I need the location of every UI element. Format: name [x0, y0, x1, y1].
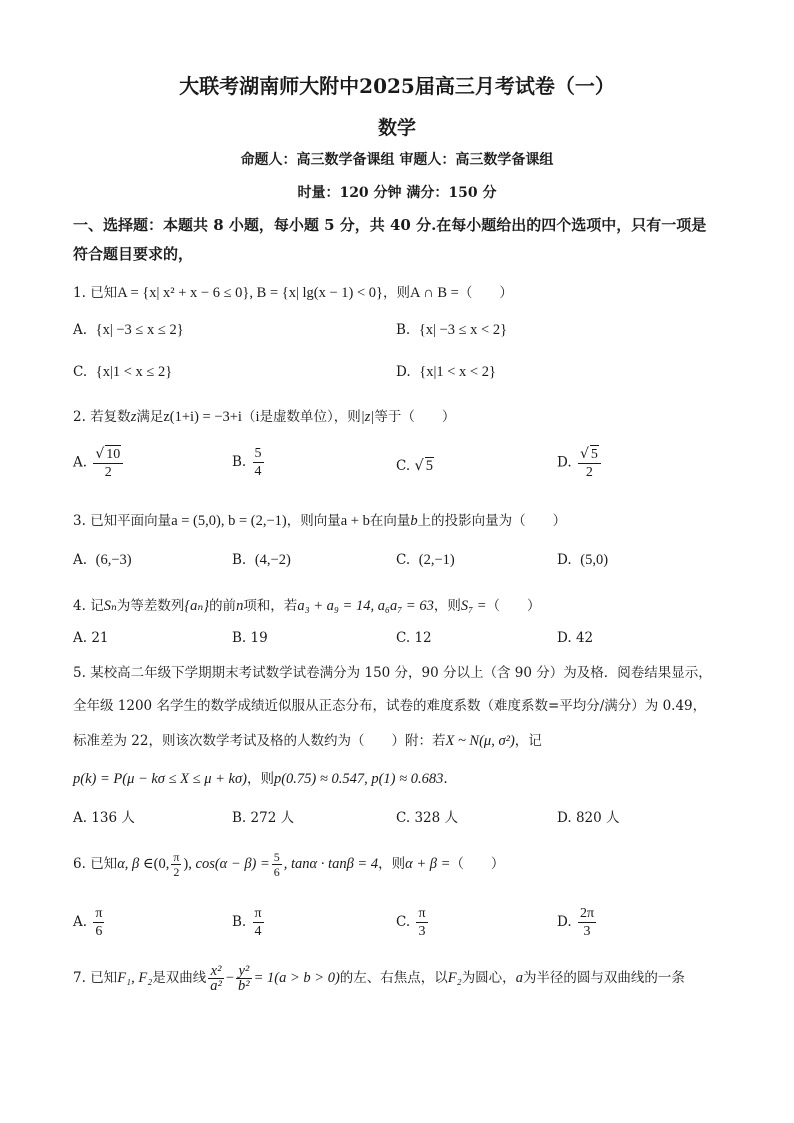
math-expr: α, β ∈ [117, 856, 154, 872]
fraction [272, 850, 282, 879]
option-label: A. [73, 454, 88, 471]
q3-option-a[interactable] [73, 552, 132, 569]
q1-option-b[interactable] [396, 322, 507, 339]
option-text: {x|1 < x < 2} [419, 364, 496, 380]
question-text: 某校高二年级下学期期末考试数学试卷满分为 150 分，90 分以上（含 90 分）为及格．阅卷结果显示， [90, 665, 712, 681]
radicand: 5 [425, 458, 433, 474]
section-heading-line2: 符合题目要求的， [73, 245, 194, 263]
option-text: 272 人 [250, 810, 295, 826]
q6-option-a[interactable] [73, 905, 106, 940]
option-label: A. [73, 552, 88, 568]
question-number: 3. [73, 513, 86, 529]
option-text: 42 [575, 630, 594, 646]
fraction [171, 850, 181, 879]
time-score-line: 时量：120 分钟 满分：150 分 [297, 185, 497, 201]
fraction [93, 905, 104, 940]
math-var: n [236, 598, 244, 614]
q6-option-b[interactable] [232, 905, 266, 940]
question-5-line4 [73, 767, 448, 788]
q2-option-b[interactable] [232, 445, 266, 480]
math-var: a [515, 970, 523, 986]
denominator: b² [238, 978, 250, 994]
question-text: 已知平面向量 [90, 513, 172, 529]
q6-option-c[interactable] [396, 905, 430, 940]
math-operator: − [225, 970, 235, 986]
math-var: b [410, 513, 418, 529]
option-label: C. [73, 364, 88, 380]
question-6 [73, 850, 504, 879]
option-text: (4,−2) [254, 552, 291, 568]
question-number: 2. [73, 409, 86, 425]
numerator: π [254, 906, 262, 921]
option-label: A. [73, 810, 88, 826]
option-text: 19 [250, 630, 268, 646]
question-text: 的前 [209, 598, 237, 614]
math-var: F₂ [447, 970, 462, 986]
option-label: C. [396, 810, 411, 826]
answer-paren: （ ） [486, 598, 541, 614]
option-label: B. [232, 630, 247, 646]
numerator: 5 [273, 850, 280, 864]
option-text: {x|1 < x ≤ 2} [95, 364, 173, 380]
math-expr: ) [183, 856, 189, 872]
math-expr: a + b [340, 513, 370, 529]
option-label: A. [73, 322, 88, 338]
q5-option-a[interactable] [73, 806, 135, 826]
math-expr: = 1(a > b > 0) [253, 970, 340, 986]
option-text: (6,−3) [95, 552, 132, 568]
numerator: 5 [254, 446, 262, 461]
question-text: 为圆心， [461, 970, 516, 986]
q5-option-d[interactable] [557, 806, 620, 826]
question-text: 为半径的圆与双曲线的一条 [522, 970, 685, 986]
denominator: 6 [273, 865, 280, 879]
fraction: $\frac{√ 10}{2}$ [93, 445, 123, 481]
denominator: 2 [104, 465, 112, 480]
math-expr: p(0.75) ≈ 0.547, p(1) ≈ 0.683 [273, 771, 444, 787]
math-equation: z(1+i) = −3+i [163, 409, 242, 425]
q3-option-d[interactable] [557, 552, 608, 569]
denominator: 4 [254, 924, 262, 939]
question-text: ，则 [433, 598, 461, 614]
q6-option-d[interactable] [557, 905, 598, 940]
q3-option-b[interactable] [232, 552, 291, 569]
denominator: 6 [95, 924, 103, 939]
denominator: 4 [254, 464, 262, 479]
q4-option-c[interactable] [396, 630, 432, 646]
answer-paren: （ ） [458, 285, 513, 301]
numerator: π [418, 906, 426, 921]
question-text: （ [241, 409, 256, 425]
question-text: 的左、右焦点，以 [339, 970, 448, 986]
math-expr: X ~ N(μ, σ²) [445, 733, 515, 749]
fraction [208, 964, 224, 993]
question-text: 上的投影向量为（ ） [417, 513, 567, 529]
question-text: 项和，若 [243, 598, 298, 614]
q2-option-a[interactable] [73, 445, 125, 481]
q5-option-b[interactable] [232, 806, 294, 826]
math-equation: a = (5,0), b = (2,−1) [171, 513, 287, 529]
numerator: π [95, 906, 103, 921]
option-label: B. [232, 810, 247, 826]
option-label: B. [232, 454, 247, 470]
option-label: D. [557, 552, 572, 568]
fraction [578, 905, 596, 940]
question-text: 满足 [136, 409, 164, 425]
option-text: (5,0) [580, 552, 609, 568]
question-3 [73, 509, 566, 530]
question-text: ，则 [246, 771, 274, 787]
question-5-line2: 全年级 1200 名学生的数学成绩近似服从正态分布，试卷的难度系数（难度系数=平均分/满分）为 0.49， [73, 698, 707, 714]
option-label: B. [232, 552, 247, 568]
fraction [253, 445, 264, 480]
question-5-line3 [73, 729, 542, 750]
fraction [416, 905, 427, 940]
question-text: ，则向量 [286, 513, 341, 529]
exam-title: 大联考湖南师大附中2025届高三月考试卷（一） [179, 74, 615, 98]
option-label: B. [232, 914, 247, 930]
q1-option-a[interactable] [73, 322, 184, 339]
option-label: A. [73, 630, 88, 646]
numerator: 2π [579, 906, 595, 921]
question-text: ，则 [378, 856, 406, 872]
radicand: 10 [106, 447, 121, 462]
q2-option-c[interactable]: C. √ 5 [396, 458, 433, 474]
option-text: 21 [91, 630, 109, 646]
numerator: π [173, 850, 180, 864]
authors-line: 命题人：高三数学备课组 审题人：高三数学备课组 [240, 152, 554, 168]
math-expr: α + β = [405, 856, 451, 872]
question-text: 在向量 [369, 513, 411, 529]
numerator: x² [208, 964, 224, 979]
option-label: C. [396, 914, 411, 930]
question-number: 1. [73, 285, 86, 301]
question-2 [73, 405, 455, 426]
option-label: D. [396, 364, 411, 380]
option-label: D. [557, 914, 572, 930]
option-text: 820 人 [575, 810, 620, 826]
q2-option-d[interactable] [557, 445, 603, 481]
math-expr: S₇ = [460, 598, 487, 614]
math-expr: , cos(α − β) = [188, 856, 270, 872]
math-expr: F₁, F₂ [117, 970, 153, 986]
q5-option-c[interactable] [396, 806, 458, 826]
q4-option-d[interactable] [557, 630, 593, 646]
math-var: Sₙ [103, 598, 117, 614]
q4-option-b[interactable] [232, 630, 268, 646]
question-text: 已知 [90, 970, 118, 986]
option-label: A. [73, 914, 88, 930]
option-text: 12 [414, 630, 432, 646]
option-text: {x| −3 ≤ x < 2} [418, 322, 508, 338]
radicand: 5 [590, 447, 598, 462]
option-text: 136 人 [91, 810, 135, 826]
option-label: B. [396, 322, 411, 338]
math-expr: p(k) = P(μ − kσ ≤ X ≤ μ + kσ) [73, 771, 247, 787]
option-label: D. [557, 630, 572, 646]
fraction: $\frac{√ 5}{2}$ [578, 445, 601, 481]
math-equation: a₃ + a₉ = 14, a₆a₇ = 63 [297, 598, 434, 614]
denominator: 2 [585, 465, 593, 480]
set-definitions: A = {x| x² + x − 6 ≤ 0}, B = {x| lg(x − 1) < 0} [117, 285, 383, 301]
math-expr: (0, [153, 856, 170, 872]
question-4 [73, 594, 541, 615]
intersection-expr: A ∩ B = [409, 285, 459, 301]
question-text: 已知 [90, 285, 118, 301]
fraction [236, 964, 252, 993]
option-text: {x| −3 ≤ x ≤ 2} [95, 322, 184, 338]
question-text: 等于（ ） [374, 409, 456, 425]
denominator: 3 [418, 924, 426, 939]
denominator: a² [210, 978, 222, 994]
math-var: i [255, 409, 260, 425]
answer-paren: （ ） [450, 856, 505, 872]
option-text: 328 人 [414, 810, 458, 826]
option-label: D. [557, 810, 572, 826]
q1-option-c[interactable] [73, 364, 172, 381]
option-label: C. [396, 458, 411, 474]
question-text: 若复数 [90, 409, 131, 425]
denominator: 2 [173, 865, 180, 879]
question-text: 为等差数列 [116, 598, 185, 614]
question-1 [73, 281, 513, 302]
question-number: 6. [73, 856, 86, 872]
math-expr: {aₙ} [184, 598, 210, 614]
q3-option-c[interactable] [396, 552, 455, 569]
math-expr: |z| [360, 409, 375, 425]
question-text: 已知 [90, 856, 118, 872]
question-text: 是双曲线 [152, 970, 207, 986]
option-label: C. [396, 552, 411, 568]
question-text: ，记 [514, 733, 542, 749]
numerator: y² [236, 964, 252, 979]
option-label: C. [396, 630, 411, 646]
fraction [253, 905, 264, 940]
q1-option-d[interactable] [396, 364, 496, 381]
question-text: ，则 [382, 285, 410, 301]
math-var: z [130, 409, 137, 425]
section-heading-line1: 一、选择题：本题共 8 小题，每小题 5 分，共 40 分.在每小题给出的四个选项中，只有一项是 [73, 216, 707, 234]
q4-option-a[interactable] [73, 630, 109, 646]
question-text: 是虚数单位），则 [259, 409, 361, 425]
question-text: 记 [90, 598, 104, 614]
question-number: 4. [73, 598, 86, 614]
option-label: D. [557, 454, 572, 471]
question-7 [73, 964, 685, 993]
question-number: 5. [73, 665, 86, 681]
option-text: (2,−1) [418, 552, 455, 568]
denominator: 3 [583, 924, 591, 939]
question-text: 标准差为 22，则该次数学考试及格的人数约为（ ）附：若 [73, 733, 446, 749]
question-number: 7. [73, 970, 86, 986]
question-text: . [443, 771, 448, 787]
math-expr: , tanα · tanβ = 4 [283, 856, 379, 872]
subject-heading: 数学 [377, 117, 416, 139]
question-5-line1 [73, 661, 712, 681]
